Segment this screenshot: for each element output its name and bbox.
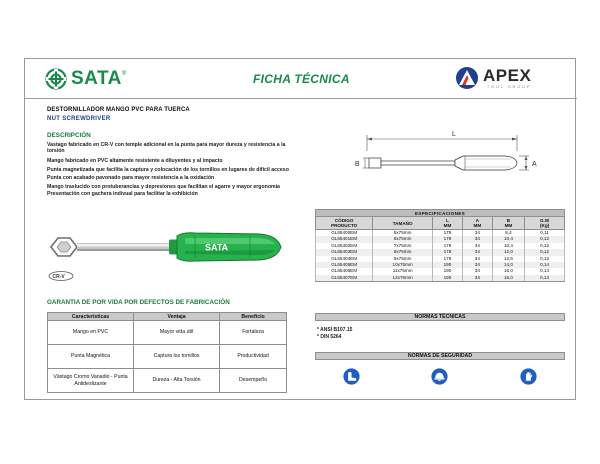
specs-col-header-line: TAMAÑO bbox=[392, 220, 413, 226]
specs-col-header bbox=[462, 217, 492, 230]
page-title: FICHA TÉCNICA bbox=[253, 72, 350, 86]
description-item: Mango fabricado en PVC altamente resistente a diluyentes y al impacto bbox=[47, 157, 223, 164]
sata-wordmark: SATA bbox=[71, 68, 122, 89]
specs-cell: 12,0 bbox=[492, 249, 524, 255]
specs-cell: GL65406EM bbox=[316, 268, 373, 274]
apex-logo bbox=[455, 66, 531, 90]
specs-cell: 178 bbox=[433, 230, 463, 237]
specs-col-header bbox=[373, 217, 433, 230]
specs-cell: GL65404EM bbox=[316, 256, 373, 262]
features-cell: Punta Magnética bbox=[48, 345, 134, 369]
crv-badge-label: CR-V bbox=[52, 274, 65, 280]
product-subtitle: NUT SCREWDRIVER bbox=[47, 116, 111, 122]
features-cell: Mayor vida útil bbox=[134, 321, 220, 345]
specs-cell: 190 bbox=[433, 268, 463, 274]
description-item: Mango traslucido con protuberancias y depresiones que facilitan el agarre y mayor ergonomía bbox=[47, 184, 280, 191]
description-item: Presentación con gachera indivual para facilitar la exhibición bbox=[47, 191, 198, 198]
specs-cell: 34 bbox=[462, 268, 492, 274]
specs-cell: 190 bbox=[433, 262, 463, 268]
safety-norms-heading: NORMAS DE SEGURIDAD bbox=[315, 352, 565, 360]
specs-col-header-line: G.W bbox=[539, 218, 550, 223]
specs-col-header bbox=[433, 217, 463, 230]
features-cell: Dureza - Alta Torsión bbox=[134, 369, 220, 393]
features-header-row bbox=[48, 313, 287, 321]
features-row bbox=[48, 369, 287, 393]
features-col-header: Ventaja bbox=[134, 313, 220, 321]
specs-cell: 16,0 bbox=[492, 275, 524, 282]
apex-subtitle: TOOL GROUP bbox=[486, 84, 532, 89]
apex-mark-icon bbox=[455, 66, 479, 90]
safety-gloves-icon bbox=[520, 368, 537, 385]
specs-col-header bbox=[525, 217, 565, 230]
specs-title-row bbox=[316, 210, 565, 217]
features-cell: Productividad bbox=[220, 345, 287, 369]
specs-cell: GL65405EM bbox=[316, 262, 373, 268]
features-row bbox=[48, 345, 287, 369]
technical-norms-list bbox=[317, 327, 352, 341]
specs-col-header-line: CÓDIGO bbox=[334, 218, 354, 223]
specs-cell: 8,4 bbox=[492, 230, 524, 237]
specs-cell: 0,14 bbox=[525, 268, 565, 274]
features-row bbox=[48, 321, 287, 345]
specs-cell: 16,0 bbox=[492, 268, 524, 274]
specs-cell: 0,14 bbox=[525, 262, 565, 268]
features-cell: Fortaleza bbox=[220, 321, 287, 345]
specs-col-header bbox=[316, 217, 373, 230]
sheet-header bbox=[25, 59, 577, 99]
sata-logo bbox=[45, 68, 126, 90]
specs-cell: GL65407EM bbox=[316, 275, 373, 282]
specs-cell: 5x75mm bbox=[373, 230, 433, 237]
dimension-a-label: A bbox=[532, 161, 537, 168]
product-photo bbox=[45, 224, 285, 294]
dimension-b-label: B bbox=[355, 161, 360, 168]
specs-cell: 0,11 bbox=[525, 230, 565, 237]
technical-norms-heading: NORMAS TÉCNICAS bbox=[315, 313, 565, 321]
features-cell: Mango en PVC bbox=[48, 321, 134, 345]
specs-cell: 34 bbox=[462, 262, 492, 268]
crv-badge-icon bbox=[49, 272, 73, 281]
specs-col-header-line: (Kg) bbox=[539, 223, 550, 228]
specs-cell: 34 bbox=[462, 249, 492, 255]
specs-cell: 34 bbox=[462, 236, 492, 242]
specs-cell: 10x75mm bbox=[373, 262, 433, 268]
handle-brand-label: SATA bbox=[205, 242, 229, 253]
registered-mark: ® bbox=[121, 71, 127, 77]
description-item: Punta con acabado pavonado para mayor resistencia a la oxidación bbox=[47, 174, 215, 181]
specs-cell: 9x75mm bbox=[373, 256, 433, 262]
specs-cell: 10,4 bbox=[492, 243, 524, 249]
safety-boots-icon bbox=[343, 368, 360, 385]
sata-mark-icon bbox=[45, 68, 67, 90]
specs-cell: GL65401EM bbox=[316, 236, 373, 242]
specs-cell: 0,12 bbox=[525, 236, 565, 242]
specs-cell: 34 bbox=[462, 243, 492, 249]
features-table bbox=[47, 312, 287, 393]
specs-cell: 178 bbox=[433, 256, 463, 262]
product-title: DESTORNILLADOR MANGO PVC PARA TUERCA bbox=[47, 107, 190, 113]
specifications-table bbox=[315, 209, 565, 282]
specs-cell: 190 bbox=[433, 275, 463, 282]
specs-col-header-line: PRODUCTO bbox=[331, 223, 358, 228]
specs-col-header-line: MM bbox=[443, 223, 452, 228]
specs-cell: 0,14 bbox=[525, 275, 565, 282]
specs-cell: 178 bbox=[433, 249, 463, 255]
specs-cell: 0,12 bbox=[525, 256, 565, 262]
description-heading: DESCRIPCIÓN bbox=[47, 132, 91, 139]
specs-cell: 11x75mm bbox=[373, 268, 433, 274]
specs-cell: 34 bbox=[462, 230, 492, 237]
specs-col-header-line: B bbox=[506, 218, 511, 223]
safety-helmet-icon bbox=[431, 368, 448, 385]
specs-col-header-line: L bbox=[446, 218, 449, 223]
technical-sheet bbox=[24, 58, 576, 400]
apex-wordmark: APEX bbox=[483, 66, 532, 85]
specs-cell: 12,5 bbox=[492, 256, 524, 262]
specs-cell: GL65400EM bbox=[316, 230, 373, 237]
safety-icons bbox=[315, 368, 565, 390]
features-cell: Vástago Cromo Vanadio - Punta Antideslizante bbox=[48, 369, 134, 393]
specs-col-header-line: A bbox=[475, 218, 479, 223]
specs-title: ESPECIFICACIONES bbox=[316, 210, 565, 217]
hex-tip-icon bbox=[51, 238, 77, 256]
specs-cell: 6x75mm bbox=[373, 236, 433, 242]
specs-row bbox=[316, 275, 565, 282]
description-item: Vastago fabricado en CR-V con temple adicional en la punta para mayor dureza y resistencia a la torsión bbox=[47, 142, 286, 155]
specs-col-header-line: MM bbox=[504, 223, 513, 228]
description-list bbox=[47, 142, 302, 201]
specs-cell: GL65402EM bbox=[316, 243, 373, 249]
specs-cell: GL65403EM bbox=[316, 249, 373, 255]
specs-cell: 0,12 bbox=[525, 249, 565, 255]
specs-cell: 0,12 bbox=[525, 243, 565, 249]
technical-drawing bbox=[325, 127, 550, 187]
specs-cell: 34 bbox=[462, 256, 492, 262]
norm-item: * ANSI B107.15 bbox=[317, 327, 353, 333]
specs-col-header bbox=[492, 217, 524, 230]
specs-cell: 178 bbox=[433, 236, 463, 242]
specs-row bbox=[316, 230, 565, 237]
specs-cell: 7x75mm bbox=[373, 243, 433, 249]
specs-cell: 178 bbox=[433, 243, 463, 249]
specs-header-row bbox=[316, 217, 565, 230]
description-item: Punta magnetizada que facilita la captura y colocación de los tornillos en lugares de difícil acceso bbox=[47, 167, 289, 174]
dimension-l-label: L bbox=[452, 131, 456, 138]
norm-item: * DIN 5264 bbox=[317, 334, 342, 340]
specs-cell: 12x75mm bbox=[373, 275, 433, 282]
features-cell: Desempeño bbox=[220, 369, 287, 393]
specs-cell: 34 bbox=[462, 275, 492, 282]
specs-cell: 10,4 bbox=[492, 236, 524, 242]
features-cell: Captura los tornillos bbox=[134, 345, 220, 369]
features-col-header: Beneficio bbox=[220, 313, 287, 321]
specs-cell: 14,0 bbox=[492, 262, 524, 268]
guarantee-text: GARANTIA DE POR VIDA POR DEFECTOS DE FABRICACIÓN bbox=[47, 299, 230, 306]
specs-body bbox=[316, 230, 565, 282]
specs-col-header-line: MM bbox=[473, 223, 482, 228]
features-col-header: Caracteristicas bbox=[48, 313, 134, 321]
specs-cell: 8x75mm bbox=[373, 249, 433, 255]
